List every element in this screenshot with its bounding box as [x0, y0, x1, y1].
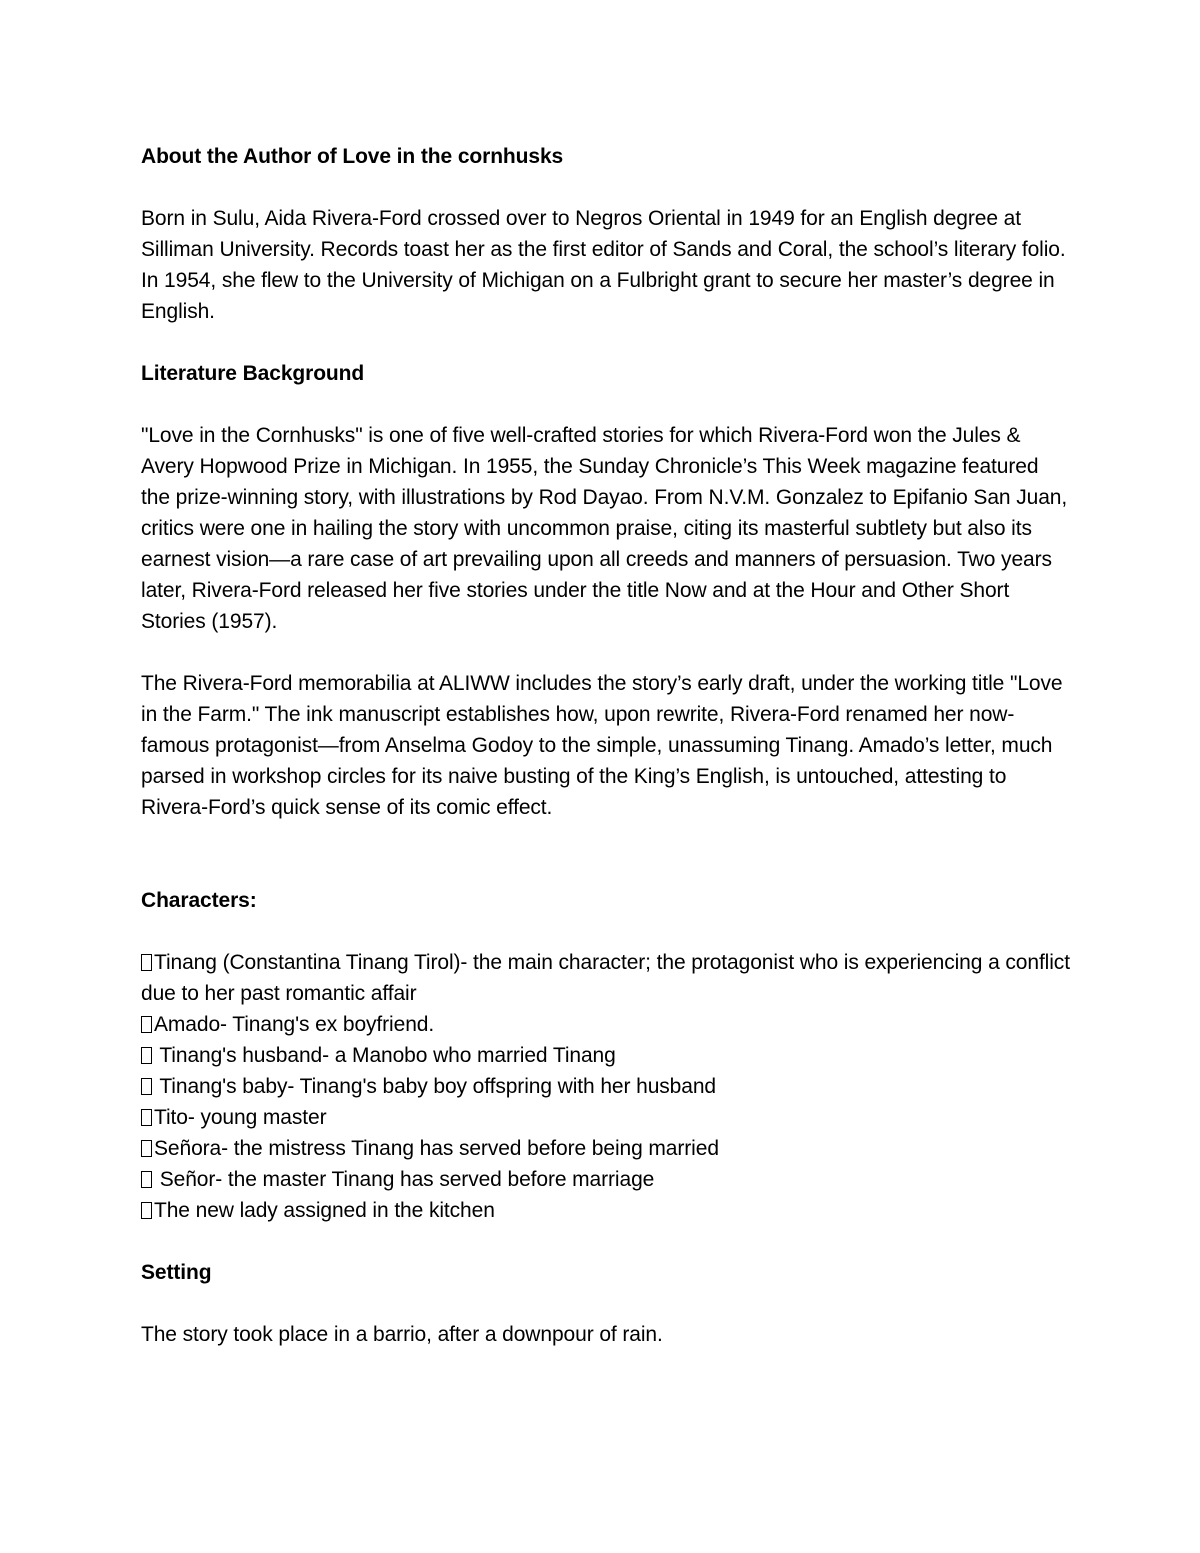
setting-heading: Setting — [141, 1261, 212, 1284]
list-item: Tinang's husband- a Manobo who married Tinang — [141, 1040, 1071, 1071]
bullet-box-icon — [141, 1078, 152, 1095]
background-paragraph-1: "Love in the Cornhusks" is one of five well-crafted stories for which Rivera-Ford won the Jules & Avery Hopwood Prize in Michigan. In 1955, the Sunday Chronicle’s This Week magazine featured the prize-winning story, with illustrations by Rod Dayao. From N.V.M. Gonzalez to Epifanio San Juan, critics were one in hailing the story with uncommon praise, citing its masterful subtlety but also its earnest vision—a rare case of art prevailing upon all creeds and manners of persuasion. Two years later, Rivera-Ford released her five stories under the title Now and at the Hour and Other Short Stories (1957). — [141, 424, 1068, 633]
bullet-box-icon — [141, 1171, 152, 1188]
list-item: Señora- the mistress Tinang has served before being married — [141, 1133, 1071, 1164]
setting-paragraph: The story took place in a barrio, after a downpour of rain. — [141, 1323, 663, 1346]
background-paragraph-2: The Rivera-Ford memorabilia at ALIWW includes the story’s early draft, under the working title "Love in the Farm." The ink manuscript establishes how, upon rewrite, Rivera-Ford renamed her now-famous protagonist—from Anselma Godoy to the simple, unassuming Tinang. Amado’s letter, much parsed in workshop circles for its naive busting of the King’s English, is untouched, attesting to Rivera-Ford’s quick sense of its comic effect. — [141, 672, 1063, 819]
author-paragraph: Born in Sulu, Aida Rivera-Ford crossed over to Negros Oriental in 1949 for an English degree at Silliman University. Records toast her as the first editor of Sands and Coral, the school’s literary folio. In 1954, she flew to the University of Michigan on a Fulbright grant to secure her master’s degree in English. — [141, 207, 1066, 323]
bullet-box-icon — [141, 1202, 152, 1219]
list-item: Tinang (Constantina Tinang Tirol)- the main character; the protagonist who is experiencing a conflict due to her past romantic affair — [141, 951, 1070, 1005]
list-item: The new lady assigned in the kitchen — [141, 1195, 1071, 1226]
bullet-box-icon — [141, 1047, 152, 1064]
bullet-box-icon — [141, 954, 152, 971]
bullet-box-icon — [141, 1140, 152, 1157]
list-item: Tito- young master — [141, 1102, 1071, 1133]
bullet-box-icon — [141, 1016, 152, 1033]
list-item: Amado- Tinang's ex boyfriend. — [141, 1009, 1071, 1040]
background-heading: Literature Background — [141, 362, 365, 385]
bullet-box-icon — [141, 1109, 152, 1126]
document-page — [141, 141, 1071, 1350]
character-list — [141, 947, 1071, 1226]
list-item: Tinang's baby- Tinang's baby boy offspring with her husband — [141, 1071, 1071, 1102]
list-item: Señor- the master Tinang has served before marriage — [141, 1164, 1071, 1195]
characters-heading: Characters: — [141, 889, 257, 912]
author-heading: About the Author of Love in the cornhusks — [141, 145, 564, 168]
